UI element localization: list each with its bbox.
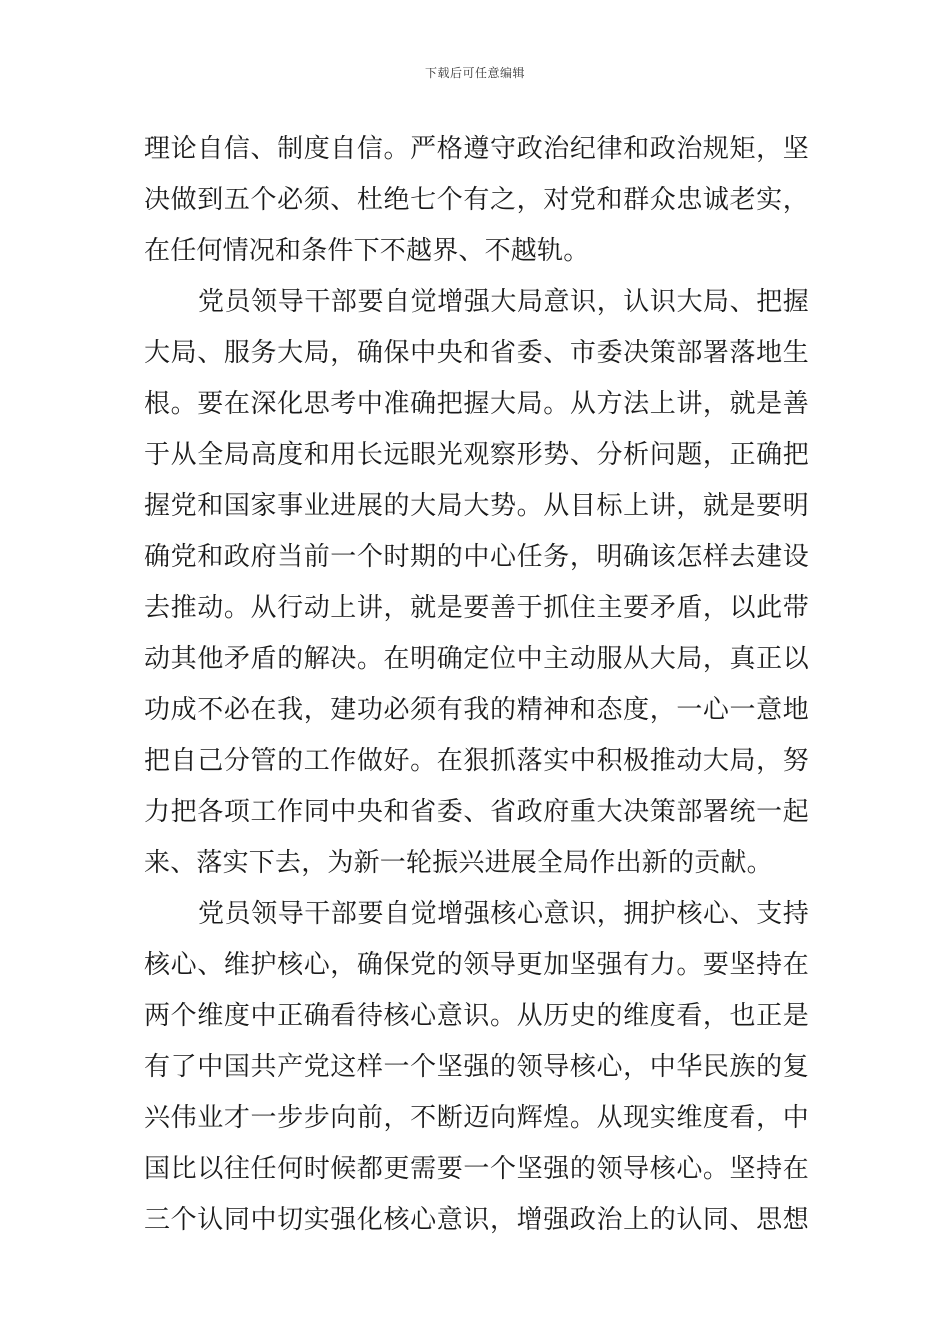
text-line: 功成不必在我，建功必须有我的精神和态度，一心一意地 [144, 695, 809, 725]
text-line: 在任何情况和条件下不越界、不越轨。 [144, 236, 590, 266]
text-line: 于从全局高度和用长远眼光观察形势、分析问题，正确把 [144, 440, 809, 470]
paragraph [144, 889, 809, 1246]
text-line: 根。要在深化思考中准确把握大局。从方法上讲，就是善 [144, 389, 809, 419]
text-line: 力把各项工作同中央和省委、省政府重大决策部署统一起 [144, 797, 809, 827]
text-line: 两个维度中正确看待核心意识。从历史的维度看，也正是 [144, 1001, 809, 1031]
text-line: 来、落实下去，为新一轮振兴进展全局作出新的贡献。 [144, 848, 773, 878]
text-line: 有了中国共产党这样一个坚强的领导核心，中华民族的复 [144, 1052, 809, 1082]
text-line: 理论自信、制度自信。严格遵守政治纪律和政治规矩，坚 [144, 134, 809, 164]
text-line: 去推动。从行动上讲，就是要善于抓住主要矛盾，以此带 [144, 593, 809, 623]
paragraph [144, 124, 809, 277]
page-header: 下载后可任意编辑 [424, 66, 525, 80]
document-body [144, 124, 809, 1246]
text-line: 兴伟业才一步步向前，不断迈向辉煌。从现实维度看，中 [144, 1103, 809, 1133]
paragraph [144, 277, 809, 889]
text-line: 握党和国家事业进展的大局大势。从目标上讲，就是要明 [144, 491, 809, 521]
text-line: 把自己分管的工作做好。在狠抓落实中积极推动大局，努 [144, 746, 809, 776]
text-line: 大局、服务大局，确保中央和省委、市委决策部署落地生 [144, 338, 809, 368]
text-line: 动其他矛盾的解决。在明确定位中主动服从大局，真正以 [144, 644, 809, 674]
text-line: 三个认同中切实强化核心意识，增强政治上的认同、思想 [144, 1205, 809, 1235]
text-line: 核心、维护核心，确保党的领导更加坚强有力。要坚持在 [144, 950, 809, 980]
text-line: 国比以往任何时候都更需要一个坚强的领导核心。坚持在 [144, 1154, 809, 1184]
text-line: 党员领导干部要自觉增强大局意识，认识大局、把握 [198, 287, 809, 317]
text-line: 党员领导干部要自觉增强核心意识，拥护核心、支持 [198, 899, 809, 929]
text-line: 确党和政府当前一个时期的中心任务，明确该怎样去建设 [144, 542, 809, 572]
text-line: 决做到五个必须、杜绝七个有之，对党和群众忠诚老实， [144, 185, 809, 215]
